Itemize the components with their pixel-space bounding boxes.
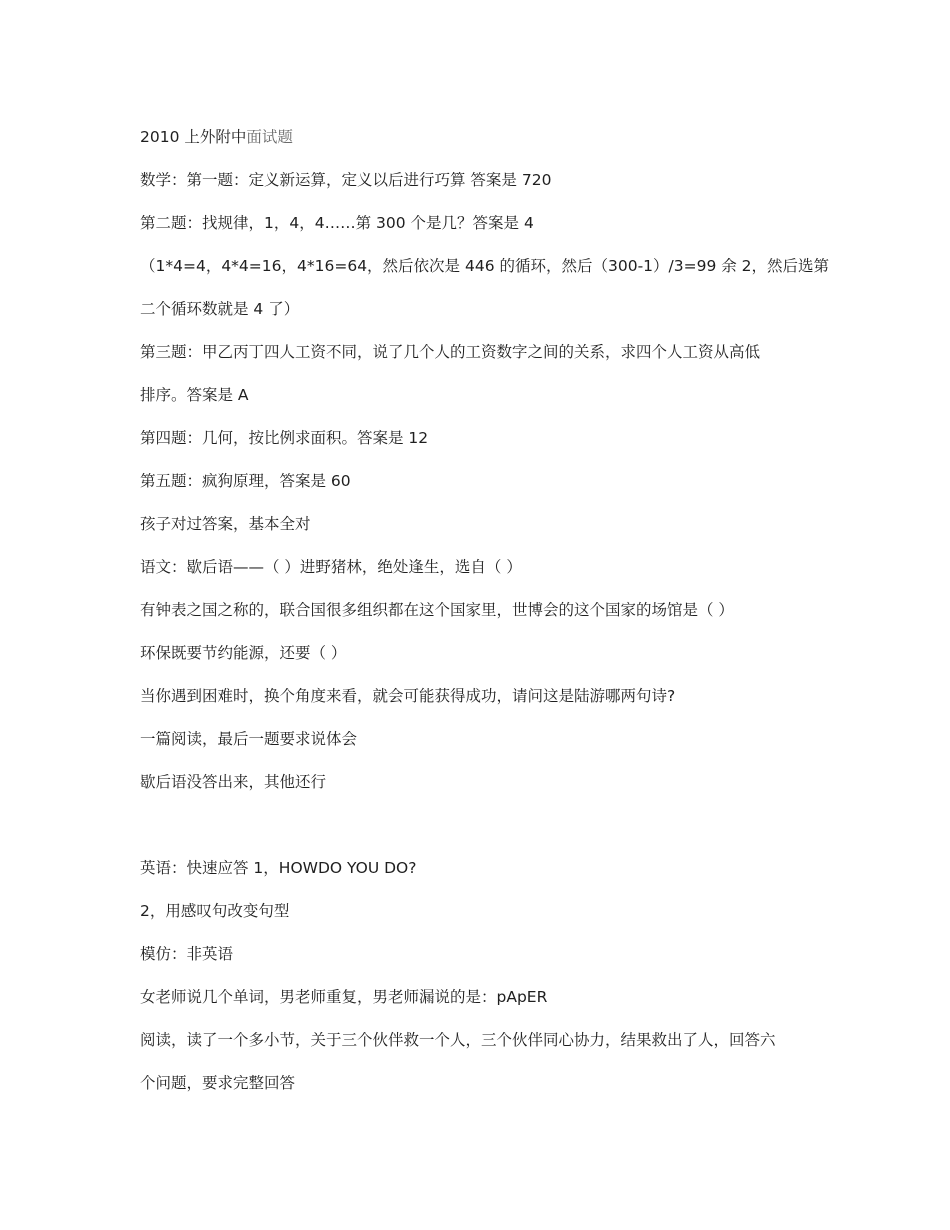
chinese-q2-line: 有钟表之国之称的，联合国很多组织都在这个国家里，世博会的这个国家的场馆是（ ） (140, 601, 734, 619)
section-spacer (140, 804, 820, 847)
dictation-line: 女老师说几个单词，男老师重复，男老师漏说的是：pApER (140, 988, 548, 1006)
math-q1-line: 数学：第一题：定义新运算，定义以后进行巧算 答案是 720 (140, 171, 552, 189)
document-body (140, 116, 830, 1105)
chinese-q4-line: 当你遇到困难时，换个角度来看，就会可能获得成功，请问这是陆游哪两句诗? (140, 687, 676, 705)
reading-line-2: 个问题，要求完整回答 (140, 1074, 296, 1092)
math-q3-line-1: 第三题：甲乙丙丁四人工资不同，说了几个人的工资数字之间的关系，求四个人工资从高低 (140, 343, 761, 361)
english-q1-line: 英语：快速应答 1，HOWDO YOU DO? (140, 859, 417, 877)
imitation-line: 模仿：非英语 (140, 945, 234, 963)
chinese-reading-line: 一篇阅读，最后一题要求说体会 (140, 730, 358, 748)
chinese-q1-line: 语文：歇后语——（ ）进野猪林，绝处逢生，选自（ ） (140, 558, 522, 576)
math-summary-line: 孩子对过答案，基本全对 (140, 515, 311, 533)
chinese-q3-line: 环保既要节约能源，还要（ ） (140, 644, 347, 662)
reading-line-1: 阅读，读了一个多小节，关于三个伙伴救一个人，三个伙伴同心协力，结果救出了人，回答六 (140, 1031, 776, 1049)
math-q2-line: 第二题：找规律，1，4，4……第 300 个是几？答案是 4 (140, 214, 534, 232)
document-title (140, 116, 820, 159)
math-q5-line: 第五题：疯狗原理，答案是 60 (140, 472, 351, 490)
title-suffix: 面试题 (246, 128, 293, 146)
math-q4-line: 第四题：几何，按比例求面积。答案是 12 (140, 429, 429, 447)
math-q2-explanation-line-1: （1*4=4，4*4=16，4*16=64，然后依次是 446 的循环，然后（300-1）/3=99 余 2，然后选第 (140, 257, 830, 275)
title-prefix: 2010 上外附中 (140, 128, 247, 146)
math-q3-line-2: 排序。答案是 A (140, 386, 249, 404)
math-q2-explanation-line-2: 二个循环数就是 4 了） (140, 300, 300, 318)
english-q2-line: 2，用感叹句改变句型 (140, 902, 290, 920)
chinese-summary-line: 歇后语没答出来，其他还行 (140, 773, 327, 791)
